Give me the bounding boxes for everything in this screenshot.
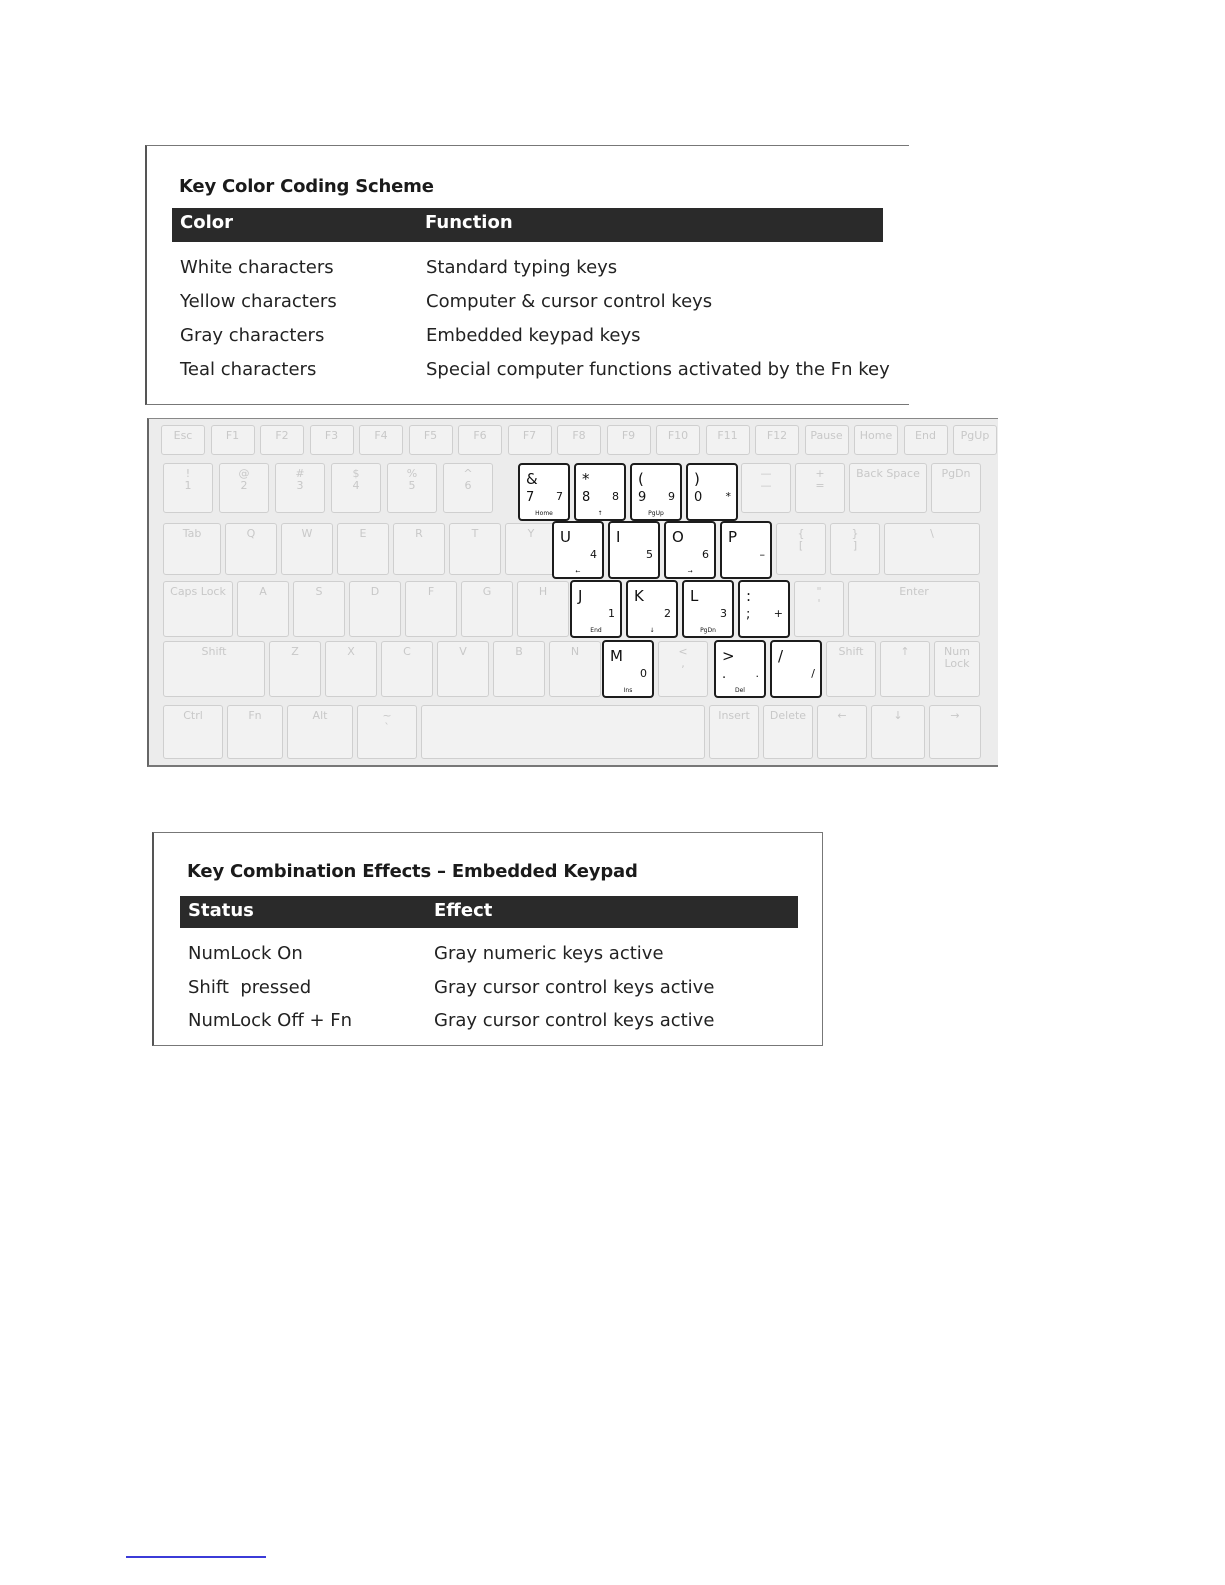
key-symbol [880,641,930,697]
keypad-key-sub-label: ↓ [649,627,655,635]
key-f8 [557,425,601,455]
keypad-key-top-label: P [728,528,738,546]
key-label: ^ 6 [463,467,473,493]
key-label: Enter [899,585,929,598]
keypad-key-m [602,640,654,698]
key-label: S [315,585,323,598]
key-symbol [871,705,925,759]
keypad-key-sub-label: ↑ [597,510,603,518]
key-symbol [795,463,845,513]
key-label: G [482,585,492,598]
key-pgdn [931,463,981,513]
keypad-key-slash [770,640,822,698]
key-label: } ] [851,527,859,553]
key-f1 [211,425,255,455]
keypad-key-top-label: O [672,528,684,546]
key-esc [161,425,205,455]
key-alt [287,705,353,759]
key-6 [443,463,493,513]
key-4 [331,463,381,513]
color-coding-title: Key Color Coding Scheme [179,176,434,197]
keypad-key-sub-label: ← [575,568,581,576]
keypad-key-top-label: U [560,528,571,546]
key-r [393,523,445,575]
combination-effects-title: Key Combination Effects – Embedded Keypad [187,861,638,882]
key-label: F9 [621,429,636,442]
key-3 [275,463,325,513]
key-f11 [706,425,750,455]
key-label: Q [246,527,256,540]
key-label: W [301,527,313,540]
keypad-key-sub-label: → [687,568,693,576]
key-label: ! 1 [184,467,192,493]
key-y [505,523,557,575]
key-label: Esc [173,429,193,442]
keypad-key-pad-label: 2 [664,607,671,620]
keypad-key-top-label: M [610,647,623,665]
keypad-key-o [664,521,716,579]
keypad-key-top-label: ( [638,470,644,488]
keyboard-illustration [147,418,998,767]
key-label: F [427,585,435,598]
key-x [325,641,377,697]
key-label: F12 [766,429,788,442]
key-label: Ctrl [183,709,203,722]
key-label: ↑ [900,645,910,658]
key-f12 [755,425,799,455]
key-n [549,641,601,697]
key-label: Back Space [856,467,920,480]
keypad-key-pad-label: 7 [556,490,563,503]
key-label: Insert [718,709,750,722]
key-label: Fn [248,709,262,722]
header-color: Color [180,212,233,233]
key-label: F1 [225,429,240,442]
keypad-key-bottom-label: 0 [694,490,703,505]
key-symbol [830,523,880,575]
keypad-key-p [720,521,772,579]
keypad-key-pad-label: * [725,490,731,503]
key-ctrl [163,705,223,759]
key-label: { [ [797,527,805,553]
keypad-key-bottom-label: . [722,667,727,682]
key-f5 [409,425,453,455]
keypad-key-pad-label: 0 [640,667,647,680]
key-delete [763,705,813,759]
key-d [349,581,401,637]
keypad-key-9 [630,463,682,521]
keypad-key-8 [574,463,626,521]
key-symbol [357,705,417,759]
status-cell: NumLock On [188,943,303,964]
key-label: B [515,645,523,658]
key-label: → [950,709,960,722]
key-pgup [953,425,997,455]
keypad-key-pad-label: 9 [668,490,675,503]
key-1 [163,463,213,513]
keypad-key-sub-label: Del [735,687,745,695]
key-f3 [310,425,354,455]
key-label: F4 [374,429,388,442]
key-symbol [658,641,708,697]
key-label: H [538,585,548,598]
keypad-key-pad-label: + [773,607,783,620]
key-f9 [607,425,651,455]
keypad-key-pad-label: / [811,667,815,680]
key-label: PgDn [941,467,971,480]
key-shift [163,641,265,697]
key-f4 [359,425,403,455]
key-w [281,523,333,575]
key-5 [387,463,437,513]
key-symbol [929,705,981,759]
color-cell: Yellow characters [180,291,337,312]
key-f6 [458,425,502,455]
key-label: Shift [201,645,227,658]
key-label: T [471,527,479,540]
page-footer-rule [126,1556,266,1558]
keypad-key-7 [518,463,570,521]
keypad-key-pad-label: – [759,548,765,561]
key-label: F11 [717,429,738,442]
keypad-key-top-label: : [746,587,752,605]
key-symbol [817,705,867,759]
key-label: ↓ [893,709,903,722]
key-h [517,581,569,637]
key-label: Shift [838,645,864,658]
key-label: D [370,585,380,598]
key-label: Alt [312,709,328,722]
key-label: $ 4 [352,467,360,493]
key-2 [219,463,269,513]
keypad-key-bottom-label: 7 [526,490,535,505]
key-symbol [794,581,844,637]
key-label: E [359,527,367,540]
key-enter [848,581,980,637]
key-label: C [403,645,411,658]
keypad-key-k [626,580,678,638]
effect-cell: Gray numeric keys active [434,943,664,964]
key-home [854,425,898,455]
key-end [904,425,948,455]
key-label: + = [815,467,825,493]
key-label: Y [527,527,535,540]
key-v [437,641,489,697]
key-label: A [259,585,267,598]
header-function: Function [425,212,513,233]
key-label: F8 [572,429,586,442]
key-symbol [776,523,826,575]
color-coding-panel [145,145,909,405]
key-caps-lock [163,581,233,637]
keypad-key-dot [714,640,766,698]
key-label: < , [678,645,688,671]
keypad-key-j [570,580,622,638]
keypad-key-bottom-label: 8 [582,490,591,505]
function-cell: Embedded keypad keys [426,325,641,346]
combination-effects-header [180,896,798,928]
keypad-key-pad-label: 8 [612,490,619,503]
key-label: % 5 [406,467,418,493]
key-label: Num Lock [944,645,970,671]
effect-cell: Gray cursor control keys active [434,1010,715,1031]
key-label: R [415,527,423,540]
keypad-key-pad-label: . [755,667,759,680]
key-label: " ' [816,585,822,611]
key-g [461,581,513,637]
key-symbol [884,523,980,575]
effect-cell: Gray cursor control keys active [434,977,715,998]
key-tab [163,523,221,575]
color-cell: Gray characters [180,325,325,346]
key-label: ← [837,709,847,722]
keypad-key-bottom-label: 9 [638,490,647,505]
key-label: Caps Lock [170,585,226,598]
key-label: End [915,429,936,442]
key-t [449,523,501,575]
key-label: F6 [473,429,487,442]
function-cell: Special computer functions activated by the Fn key [426,359,890,380]
key-label: Tab [182,527,202,540]
keypad-key-pad-label: 4 [590,548,597,561]
keypad-key-semi [738,580,790,638]
key-label: F3 [324,429,339,442]
key-fn [227,705,283,759]
key-e [337,523,389,575]
color-coding-header [172,208,883,242]
key-label: @ 2 [238,467,250,493]
key-label: Home [859,429,893,442]
keypad-key-top-label: K [634,587,644,605]
key-label: F7 [522,429,537,442]
key-label: \ [930,527,934,540]
key-insert [709,705,759,759]
keypad-key-pad-label: 5 [646,548,653,561]
color-cell: Teal characters [180,359,317,380]
header-effect: Effect [434,900,493,921]
keypad-key-top-label: L [690,587,699,605]
header-status: Status [188,900,254,921]
key-a [237,581,289,637]
key-num-lock [934,641,980,697]
key-f10 [656,425,700,455]
keypad-key-bottom-label: ; [746,607,751,622]
key-back-space [849,463,927,513]
keypad-key-top-label: I [616,528,621,546]
key-z [269,641,321,697]
key-label: ~ ` [382,709,392,735]
function-cell: Standard typing keys [426,257,618,278]
key-label: V [459,645,467,658]
function-cell: Computer & cursor control keys [426,291,713,312]
keypad-key-u [552,521,604,579]
key-label: F10 [667,429,689,442]
key-shift [826,641,876,697]
key-q [225,523,277,575]
key-label: F5 [423,429,438,442]
keypad-key-0 [686,463,738,521]
keypad-key-sub-label: Ins [623,687,633,695]
color-cell: White characters [180,257,334,278]
key-label: Z [291,645,299,658]
keypad-key-sub-label: Home [535,510,553,518]
keypad-key-top-label: ) [694,470,700,488]
keypad-key-top-label: & [526,470,538,488]
keypad-key-pad-label: 3 [720,607,727,620]
keypad-key-pad-label: 1 [608,607,615,620]
key-label: # 3 [295,467,305,493]
key-s [293,581,345,637]
keypad-key-top-label: * [582,470,590,488]
key-label: Delete [769,709,807,722]
keypad-key-sub-label: End [590,627,602,635]
combination-effects-panel [152,832,823,1046]
status-cell: NumLock Off + Fn [188,1010,353,1031]
key-symbol [741,463,791,513]
keypad-key-l [682,580,734,638]
key-label: Pause [810,429,843,442]
keypad-key-pad-label: 6 [702,548,709,561]
key-space-bar [421,705,705,759]
status-cell: Shift pressed [188,977,312,998]
key-b [493,641,545,697]
key-f2 [260,425,304,455]
keypad-key-top-label: J [578,587,583,605]
keypad-key-sub-label: PgUp [648,510,664,518]
key-label: N [570,645,580,658]
key-label: PgUp [960,429,990,442]
keypad-key-sub-label: PgDn [700,627,716,635]
key-pause [805,425,849,455]
key-c [381,641,433,697]
key-f7 [508,425,552,455]
key-f [405,581,457,637]
keypad-key-top-label: > [722,647,735,665]
key-label: X [347,645,355,658]
keypad-key-i [608,521,660,579]
keypad-key-top-label: / [778,647,784,665]
key-label: — — [760,467,772,493]
key-label: F2 [275,429,289,442]
